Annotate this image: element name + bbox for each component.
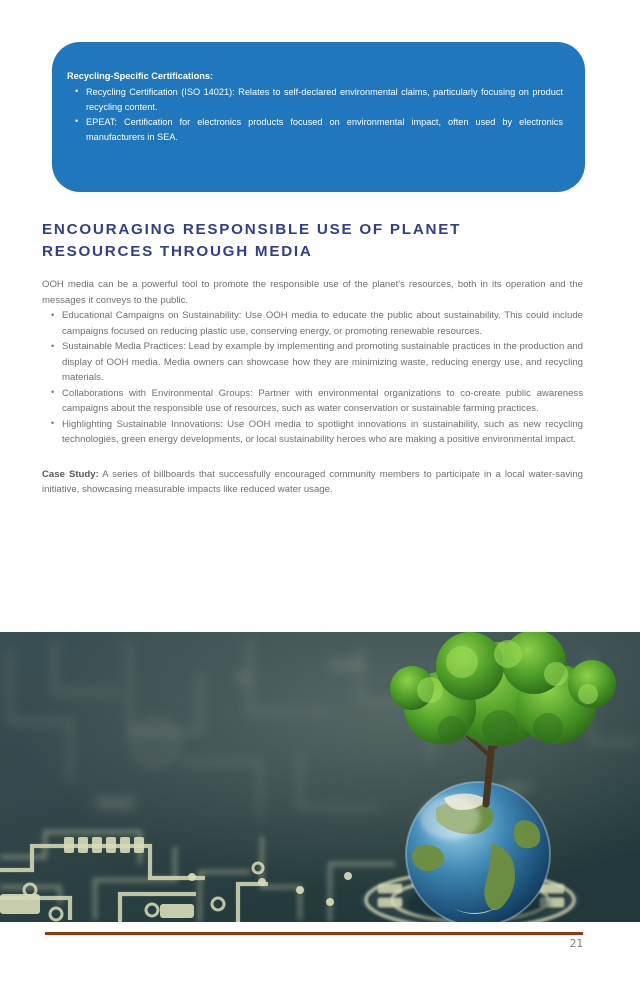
list-item: • Sustainable Media Practices: Lead by example by implementing and promoting sustainable practices in the production and display of OOH media. Media owners can showcase how they are minimizing waste, reducing energy use, and recycling materials. [62,339,583,386]
case-study-text: A series of billboards that successfully encouraged community members to participate in a local water-saving initiative, showcasing measurable impacts like reduced water usage. [42,468,583,496]
list-item: • Recycling Certification (ISO 14021): Relates to self-declared environmental claims, particularly focusing on product recycling content. [86,85,563,115]
case-study-paragraph [42,467,583,498]
callout-list [60,85,563,145]
list-item: • Collaborations with Environmental Groups: Partner with environmental organizations to co-create public awareness campaigns about the responsible use of resources, such as water conservation or sustainable farming practices. [62,386,583,417]
main-content [42,277,583,498]
list-item: • Educational Campaigns on Sustainability: Use OOH media to educate the public about sustainability. This could include campaigns focused on reducing plastic use, conserving energy, or promoting renewable resources. [62,308,583,339]
page-number: 21 [569,937,583,950]
page-title: ENCOURAGING RESPONSIBLE USE OF PLANET RESOURCES THROUGH MEDIA [42,221,462,260]
footer-divider [45,932,583,935]
case-study-label: Case Study: [42,468,99,480]
tree-earth-circuit-board-photo [0,632,640,922]
responsible-use-list [42,308,583,448]
intro-paragraph: OOH media can be a powerful tool to promote the responsible use of the planet's resources, both in its operation and the messages it conveys to the public. [42,279,583,306]
list-item: • EPEAT: Certification for electronics products focused on environmental impact, often used by electronics manufacturers in SEA. [86,115,563,145]
recycling-certifications-callout [52,42,585,192]
callout-title: Recycling-Specific Certifications: [67,71,214,81]
list-item: • Highlighting Sustainable Innovations: Use OOH media to spotlight innovations in sustainability, such as new recycling technologies, green energy developments, or local sustainability heroes who are making a positive environmental impact. [62,417,583,448]
